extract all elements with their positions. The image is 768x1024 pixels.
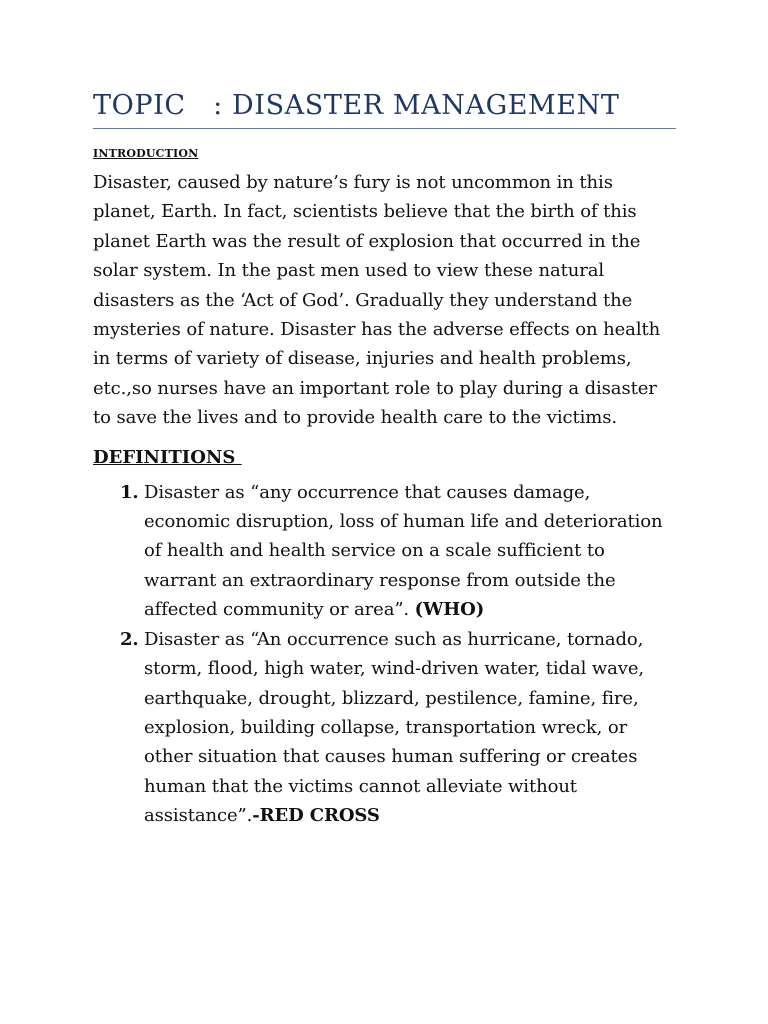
definition-text: Disaster as “An occurrence such as hurricane, tornado, storm, flood, high water, wind-driven water, tidal wave, earthquake, drought, blizzard, pestilence, famine, fire, explosion, building collapse, transportation wreck, or other situation that causes human suffering or creates human that the victims cannot alleviate without assistance”. (144, 628, 645, 827)
definitions-heading: DEFINITIONS (93, 446, 242, 468)
definitions-list (93, 478, 676, 831)
list-item (93, 478, 676, 625)
definition-source: -RED CROSS (252, 805, 380, 827)
page-title: TOPIC : DISASTER MANAGEMENT (93, 90, 620, 121)
document-page (93, 86, 676, 831)
list-item-number: 1. (120, 481, 139, 503)
introduction-heading: INTRODUCTION (93, 147, 199, 160)
definition-text: Disaster as “any occurrence that causes damage, economic disruption, loss of human life and deterioration of health and health service on a scale sufficient to warrant an extraordinary response from outside the affected community or area”. (144, 481, 663, 621)
title-underline (93, 128, 676, 129)
list-item (93, 625, 676, 831)
list-item-number: 2. (120, 628, 139, 650)
introduction-paragraph: Disaster, caused by nature’s fury is not uncommon in this planet, Earth. In fact, scientists believe that the birth of this planet Earth was the result of explosion that occurred in the solar system. In the past men used to view these natural disasters as the ‘Act of God’. Gradually they understand the mysteries of nature. Disaster has the adverse effects on health in terms of variety of disease, injuries and health problems, etc.,so nurses have an important role to play during a disaster to save the lives and to provide health care to the victims. (93, 172, 661, 429)
definition-source: (WHO) (414, 599, 485, 621)
